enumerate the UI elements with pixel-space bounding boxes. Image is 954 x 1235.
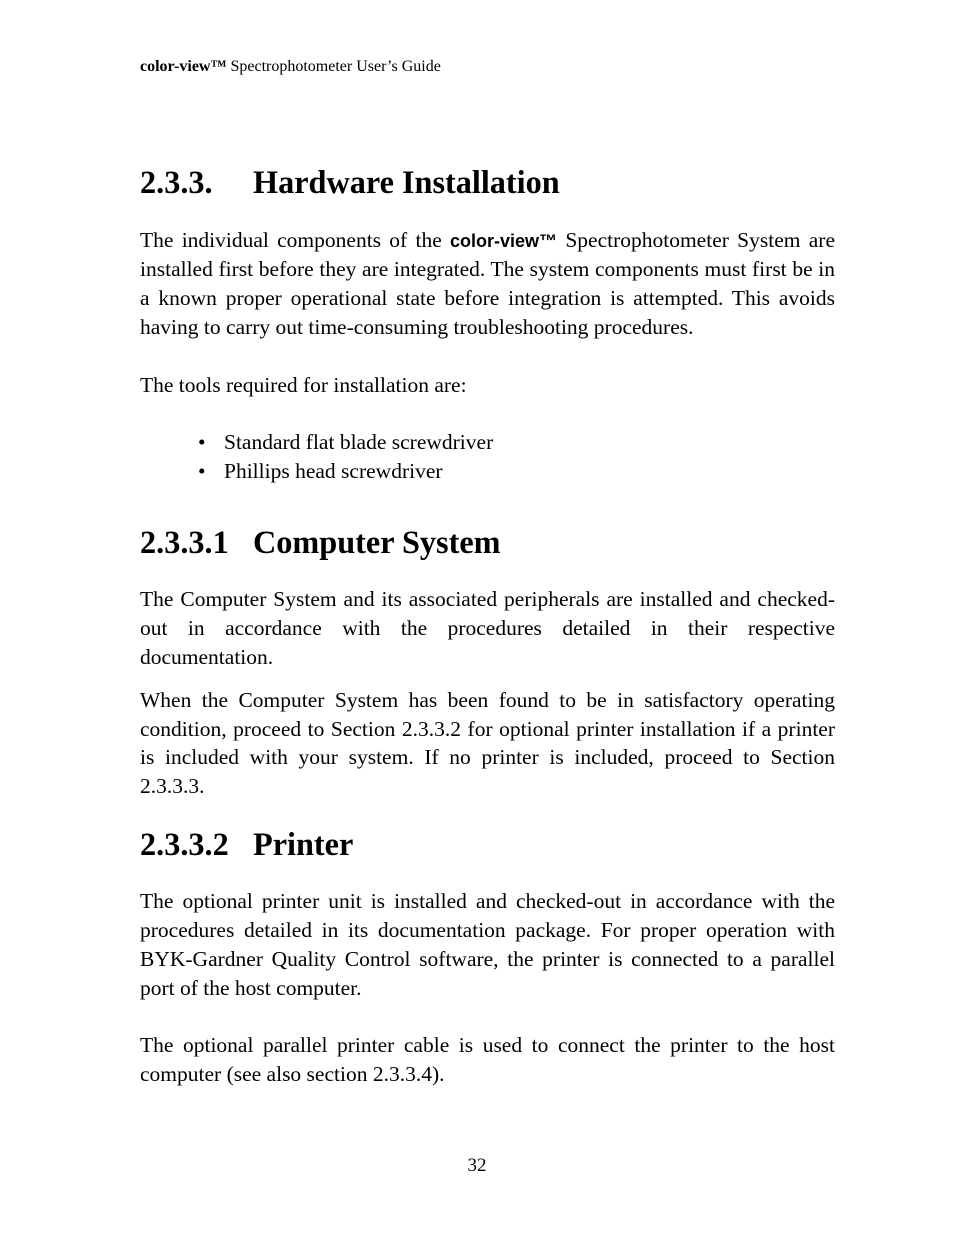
paragraph-text: The individual components of the [140,227,442,252]
header-title: Spectrophotometer User’s Guide [230,58,441,75]
section-title: Computer System [253,523,501,560]
computer-system-paragraph-2: When the Computer System has been found to be in satisfactory operating condition, proceed to Section 2.3.3.2 for optional printer installation if a printer is included with your system. If no printer is included, proceed to Section 2.3.3.3. [140,687,835,799]
section-heading-2-3-3-2 [140,825,835,862]
running-header [140,57,441,77]
hardware-intro-paragraph [140,226,835,342]
section-heading-2-3-3-1 [140,523,835,560]
tools-intro: The tools required for installation are: [140,372,467,397]
page-content [140,164,835,1089]
section-title: Hardware Installation [253,164,560,200]
list-item-text: Standard flat blade screwdriver [224,430,494,455]
section-heading-2-3-3 [140,164,835,200]
bullet-icon: • [198,430,206,455]
section-number: 2.3.3. [140,164,213,200]
printer-paragraph-2: The optional parallel printer cable is used to connect the printer to the host computer (see also section 2.3.3.4). [140,1033,835,1087]
section-number: 2.3.3.2 [140,825,229,862]
paragraph-text: Spectrophotometer System are installed first before they are integrated. The system components must first be in a known proper operational state before integration is attempted. This avoids having to carry out time-consuming troubleshooting procedures. [140,227,835,339]
tools-list [140,428,835,486]
printer-paragraph-1: The optional printer unit is installed and checked-out in accordance with the procedures detailed in its documentation package. For proper operation with BYK-Gardner Quality Control software, the printer is connected to a parallel port of the host computer. [140,889,835,1000]
computer-system-paragraph-1: The Computer System and its associated peripherals are installed and checked-out in accordance with the procedures detailed in their respective documentation. [140,587,835,669]
section-title: Printer [253,825,354,862]
section-number: 2.3.3.1 [140,523,229,560]
list-item-text: Phillips head screwdriver [224,458,443,483]
list-item [198,428,835,457]
page-number: 32 [467,1155,487,1176]
list-item [198,457,835,486]
header-brand: color-view™ [140,58,227,75]
inline-brand: color-view™ [450,230,558,251]
bullet-icon: • [198,458,206,483]
